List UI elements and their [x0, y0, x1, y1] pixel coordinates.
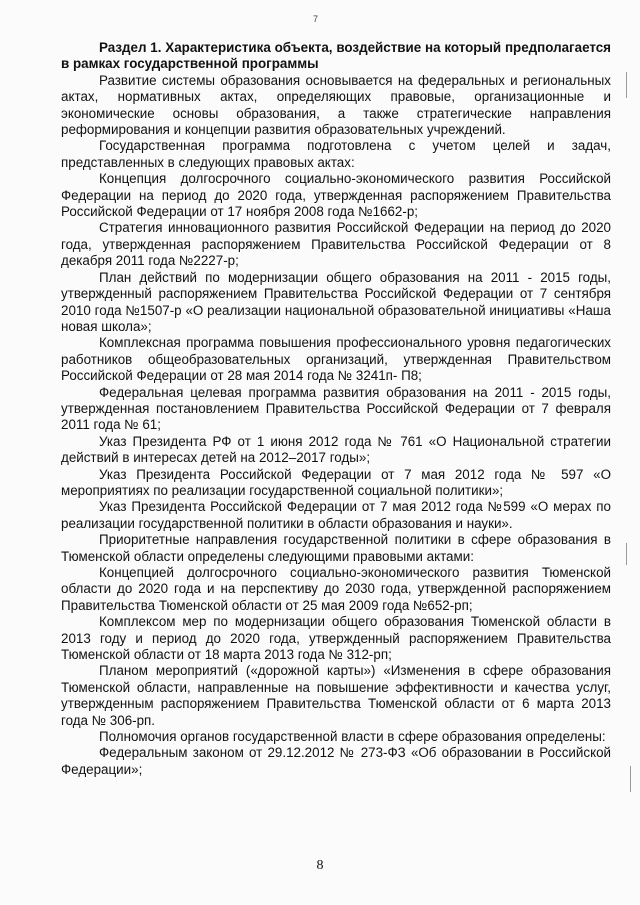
paragraph: Указ Президента РФ от 1 июня 2012 года № 761 «О Национальной стратегии действий в интересах детей на 2012–2017 годы»;	[61, 433, 611, 466]
document-body	[61, 40, 611, 778]
scan-edge-mark	[626, 543, 627, 565]
paragraph: Концепция долгосрочного социально-экономического развития Российской Федерации на период до 2020 года, утвержденная распоряжением Правительства Российской Федерации от 17 ноября 2008 года №1662-р;	[61, 171, 611, 220]
scan-edge-mark	[626, 72, 627, 98]
paragraph: Развитие системы образования основывается на федеральных и региональных актах, нормативных актах, определяющих правовые, организационные и экономические основы образования, а также стратегические направления реформирования и концепции развития образовательных учреждений.	[61, 72, 611, 138]
scan-edge-mark	[630, 766, 631, 792]
paragraph: Указ Президента Российской Федерации от 7 мая 2012 года № 597 «О мероприятиях по реализации государственной социальной политики»;	[61, 466, 611, 498]
page-top-mark: 7	[313, 14, 319, 24]
paragraph: Указ Президента Российской Федерации от 7 мая 2012 года №599 «О мерах по реализации государственной политики в области образования и науки».	[61, 499, 611, 531]
paragraph: План действий по модернизации общего образования на 2011 - 2015 годы, утвержденный распоряжением Правительства Российской Федерации от 7 сентября 2010 года №1507-р «О реализации национальной образовательной инициативы «Наша новая школа»;	[61, 269, 611, 334]
paragraph: Стратегия инновационного развития Российской Федерации на период до 2020 года, утвержденная распоряжением Правительства Российской Федерации от 8 декабря 2011 года №2227-р;	[61, 220, 611, 269]
paragraph: Концепцией долгосрочного социально-экономического развития Тюменской области до 2020 года и на перспективу до 2030 года, утвержденной распоряжением Правительства Тюменской области от 25 мая 2009 года №652-рп;	[61, 565, 611, 613]
paragraph: Комплексом мер по модернизации общего образования Тюменской области в 2013 году и период до 2020 года, утвержденный распоряжением Правительства Тюменской области от 18 марта 2013 года № 312-рп;	[61, 614, 611, 663]
page-number: 8	[316, 858, 324, 873]
paragraph: Федеральная целевая программа развития образования на 2011 - 2015 годы, утвержденная постановлением Правительства Российской Федерации от 7 февраля 2011 года № 61;	[61, 384, 611, 433]
paragraph: Государственная программа подготовлена с учетом целей и задач, представленных в следующих правовых актах:	[61, 138, 611, 170]
paragraph: Полномочия органов государственной власти в сфере образования определены:	[99, 729, 606, 745]
paragraph: Комплексная программа повышения профессионального уровня педагогических работников общеобразовательных организаций, утвержденная Правительством Российской Федерации от 28 мая 2014 года № 3241п- П8;	[61, 335, 611, 384]
paragraph: Федеральным законом от 29.12.2012 № 273-ФЗ «Об образовании в Российской Федерации»;	[61, 745, 611, 777]
paragraph: Планом мероприятий («дорожной карты») «Изменения в сфере образования Тюменской области, направленные на повышение эффективности и качества услуг, утвержденным распоряжением Правительства Тюменской области от 6 марта 2013 года № 306-рп.	[61, 663, 611, 728]
paragraph: Приоритетные направления государственной политики в сфере образования в Тюменской области определены следующими правовыми актами:	[61, 532, 611, 564]
section-heading: Раздел 1. Характеристика объекта, воздействие на который предполагается в рамках государственной программы	[61, 40, 611, 72]
